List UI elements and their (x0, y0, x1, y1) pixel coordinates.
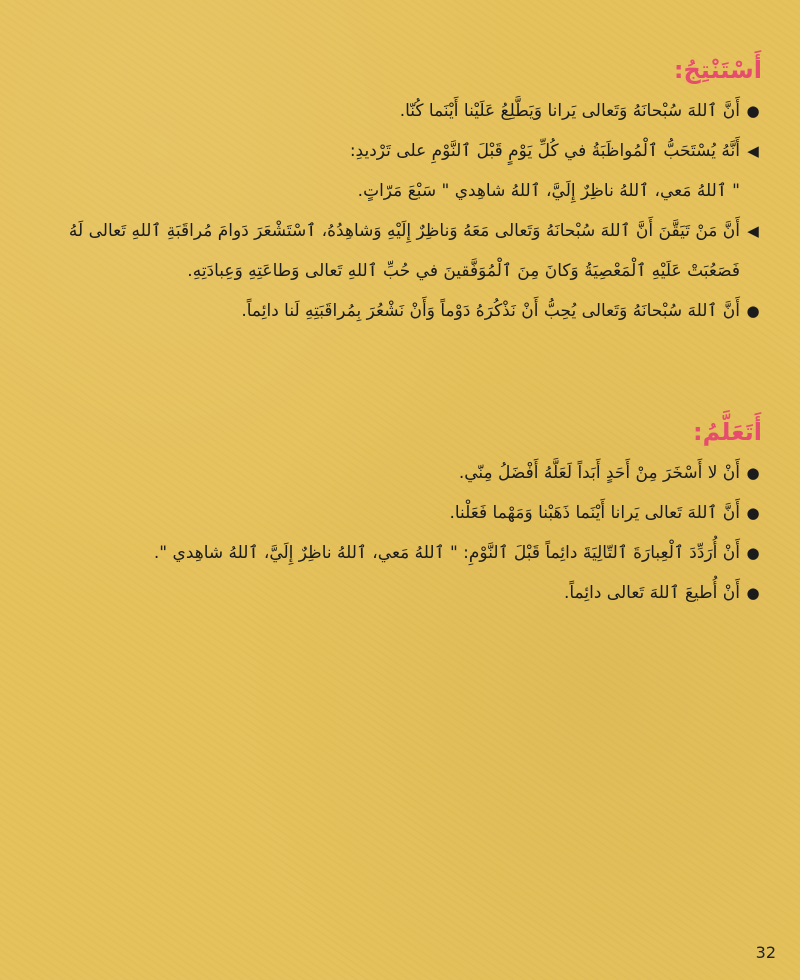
bullet-icon: ● (746, 543, 760, 562)
arrow-bullet-icon: ◀ (747, 221, 759, 240)
item-text: أَنَّ ٱللهَ سُبْحانَهُ وَتَعالى يَرانا وَيَطَّلِعُ عَلَيْنا أَيْنَما كُنّا. (399, 100, 740, 121)
learning-heading: أَتَعَلَّمُ: (693, 418, 762, 446)
bullet-icon: ● (746, 301, 760, 320)
learning-list (40, 453, 762, 613)
learning-section (40, 418, 762, 613)
bullet-icon: ● (746, 101, 760, 120)
item-text: أَنَّ مَنْ تَيَقَّنَ أَنَّ ٱللهَ سُبْحانَهُ وَتَعالى مَعَهُ وَناظِرٌ إِلَيْهِ وَشاهِدُهُ، ٱسْتَشْعَرَ دَوامَ مُراقَبَةِ ٱللهِ تَعالى لَهُ (68, 220, 740, 241)
conclusions-list (40, 91, 762, 331)
list-item (40, 91, 762, 131)
list-item (40, 573, 762, 613)
bullet-icon: ● (746, 503, 760, 522)
item-text: أَنْ أُطيعَ ٱللهَ تَعالى دائِماً. (563, 582, 740, 603)
list-item (40, 211, 762, 291)
item-text: أَنْ أُرَدِّدَ ٱلْعِبارَةَ ٱلتّالِيَةَ دائِماً قَبْلَ ٱلنَّوْمِ: " ٱللهُ مَعي، ٱللهُ ناظِرٌ إِلَيَّ، ٱللهُ شاهِدي ". (153, 542, 740, 563)
item-quote: " ٱللهُ مَعي، ٱللهُ ناظِرٌ إِلَيَّ، ٱللهُ شاهِدي " سَبْعَ مَرّاتٍ. (357, 180, 740, 201)
list-item (40, 291, 762, 331)
item-text: أَنَّهُ يُسْتَحَبُّ ٱلْمُواظَبَةُ في كُلِّ يَوْمٍ قَبْلَ ٱلنَّوْمِ على تَرْديدِ: (349, 140, 740, 161)
conclusions-heading: أَسْتَنْتِجُ: (673, 56, 762, 84)
conclusions-section (40, 56, 762, 331)
list-item (40, 493, 762, 533)
arrow-bullet-icon: ◀ (747, 141, 759, 160)
item-text: أَنْ لا أَسْخَرَ مِنْ أَحَدٍ أَبَداً لَعَلَّهُ أَفْضَلُ مِنّي. (458, 462, 740, 483)
item-text-continued: فَصَعُبَتْ عَلَيْهِ ٱلْمَعْصِيَةُ وَكانَ مِنَ ٱلْمُوَفَّقينَ في حُبِّ ٱللهِ تَعالى وَطاعَتِهِ وَعِبادَتِهِ. (187, 260, 740, 281)
list-item (40, 453, 762, 493)
item-text: أَنَّ ٱللهَ تَعالى يَرانا أَيْنَما ذَهَبْنا وَمَهْما فَعَلْنا. (449, 502, 740, 523)
bullet-icon: ● (746, 463, 760, 482)
page-number: 32 (755, 943, 776, 962)
bullet-icon: ● (746, 583, 760, 602)
list-item (40, 131, 762, 211)
list-item (40, 533, 762, 573)
item-text: أَنَّ ٱللهَ سُبْحانَهُ وَتَعالى يُحِبُّ أَنْ نَذْكُرَهُ دَوْماً وَأَنْ نَشْعُرَ بِمُراقَبَتِهِ لَنا دائِماً. (241, 300, 740, 321)
